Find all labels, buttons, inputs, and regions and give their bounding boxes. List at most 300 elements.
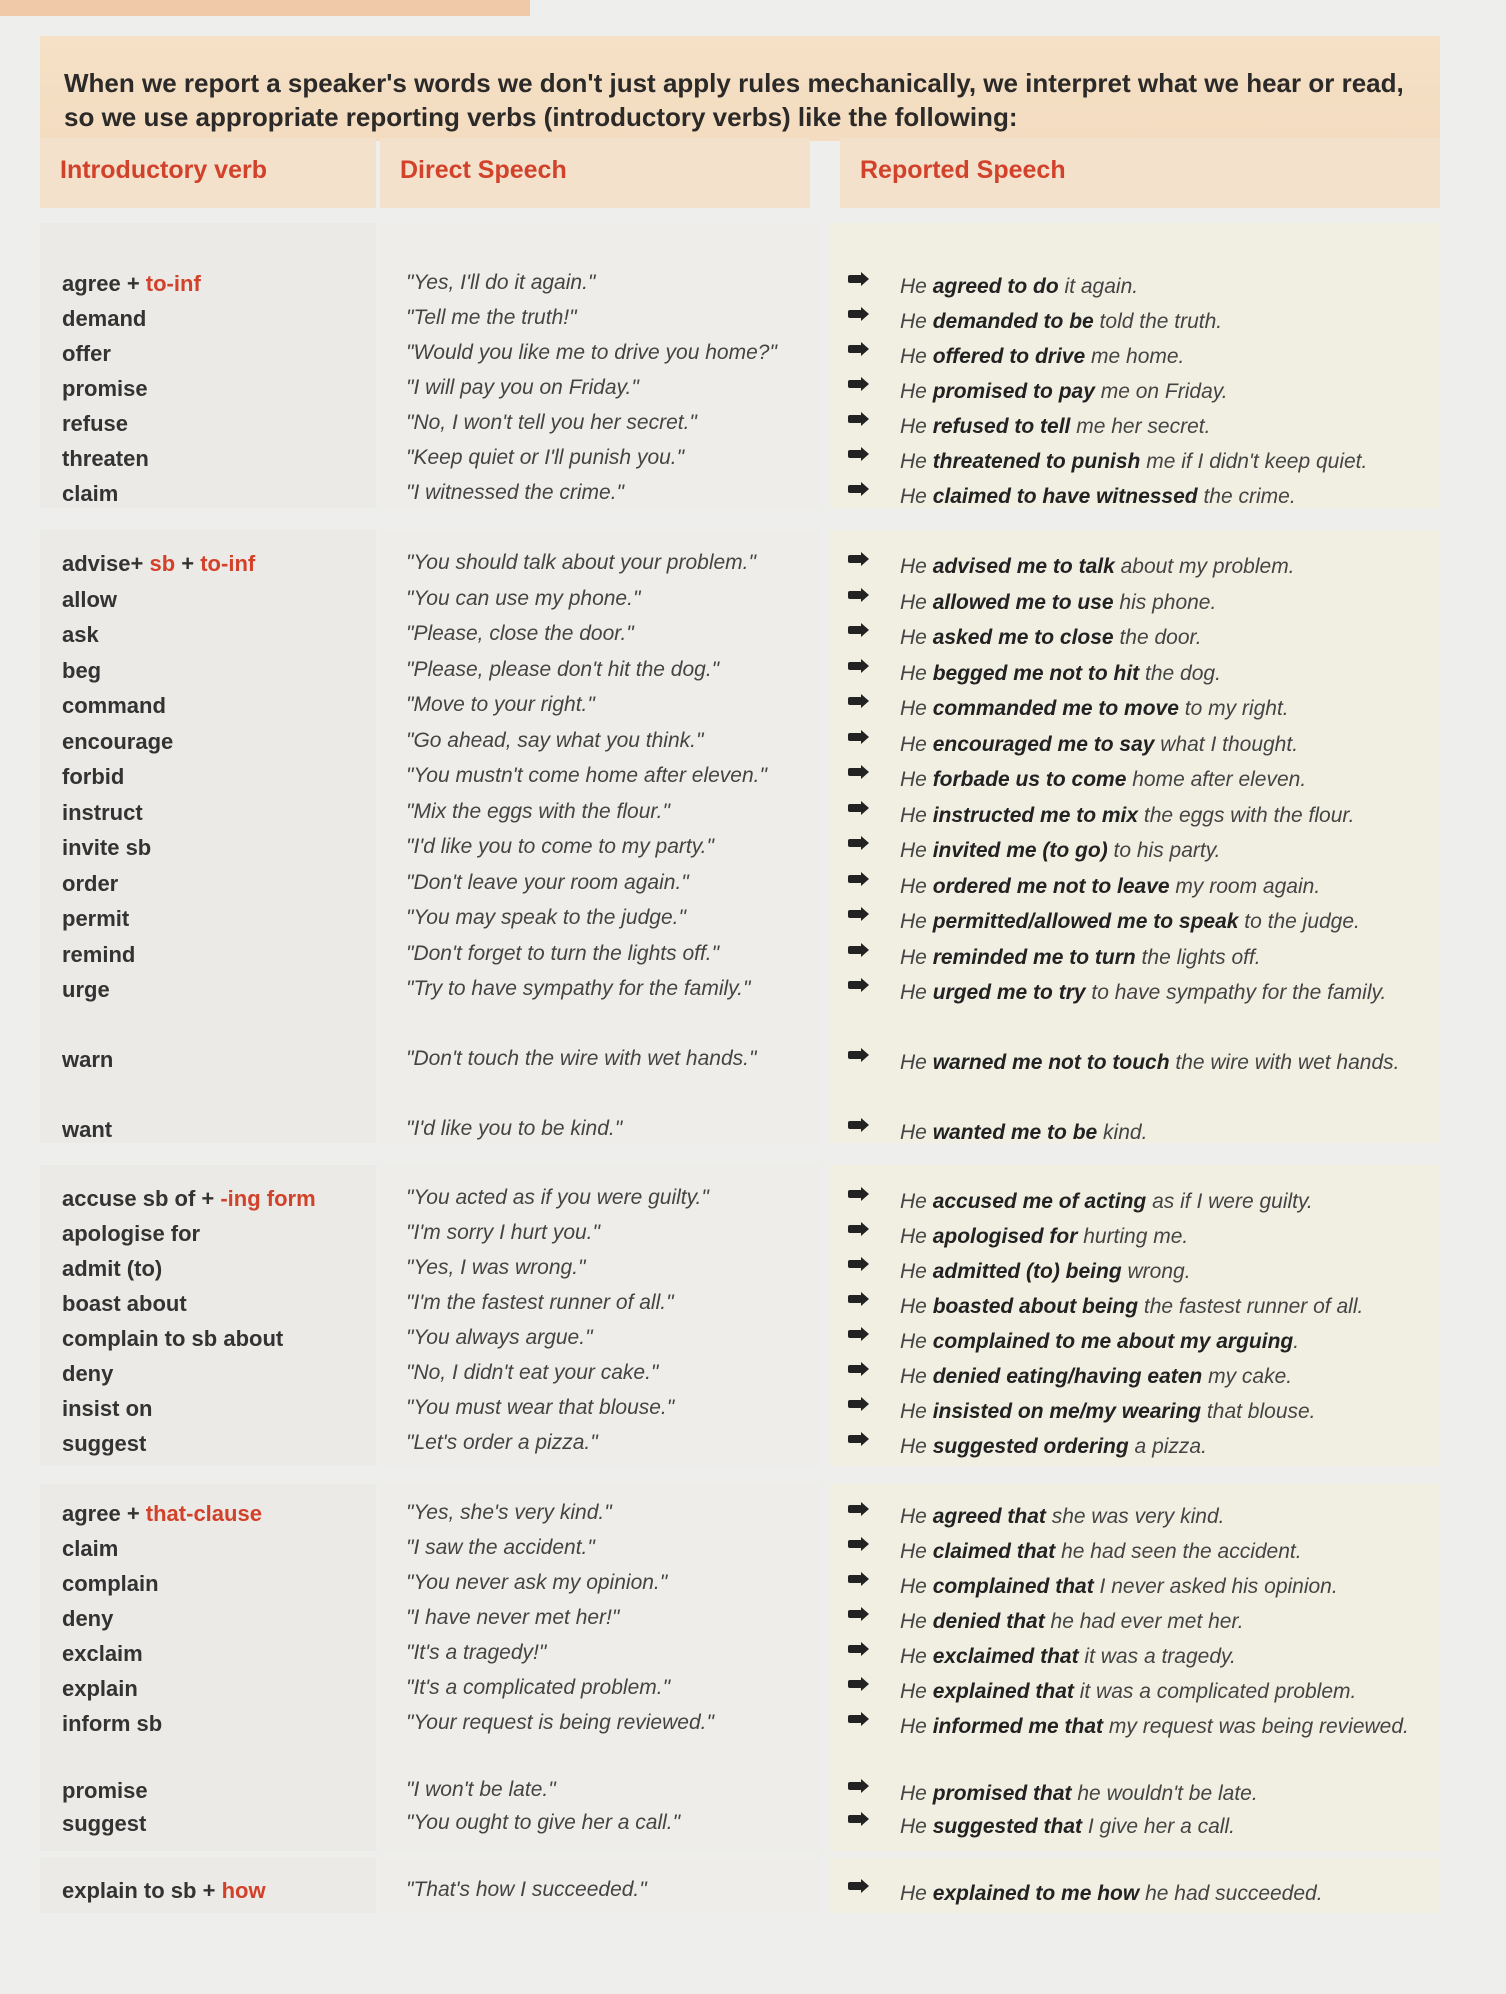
arrow-right-icon <box>848 1121 862 1129</box>
direct-speech: "Tell me the truth!" <box>406 306 577 329</box>
verb-text: order <box>62 871 119 896</box>
table-row <box>40 587 1440 623</box>
direct-speech: "You mustn't come home after eleven." <box>406 764 767 787</box>
reported-text: hurting me. <box>1077 1225 1189 1248</box>
reported-speech <box>900 1571 1490 1603</box>
reported-speech <box>900 1326 1490 1358</box>
grammar-page <box>40 18 1440 1968</box>
direct-speech: "You always argue." <box>406 1326 593 1349</box>
reported-speech <box>900 1878 1490 1910</box>
reported-text: He <box>900 1680 933 1703</box>
verb-text: remind <box>62 942 136 967</box>
introductory-verb <box>62 1221 200 1247</box>
arrow-right-icon <box>848 768 862 776</box>
table-row <box>40 1117 1440 1153</box>
direct-speech: "Please, please don't hit the dog." <box>406 658 720 681</box>
verb-text: agree <box>62 1501 121 1526</box>
table-row <box>40 871 1440 907</box>
reporting-phrase: warned me not to touch <box>932 1051 1170 1074</box>
reported-text: He <box>900 275 933 298</box>
direct-speech: "No, I won't tell you her secret." <box>406 411 697 434</box>
arrow-right-icon <box>848 981 862 989</box>
reported-text: He <box>900 485 933 508</box>
table-row <box>40 481 1440 517</box>
reported-speech <box>900 764 1490 796</box>
table-row <box>40 1326 1440 1362</box>
direct-speech: "Please, close the door." <box>406 622 634 645</box>
reported-text: He <box>900 1715 933 1738</box>
direct-speech: "I'd like you to come to my party." <box>406 835 714 858</box>
reported-text: He <box>900 768 933 791</box>
reported-text: He <box>900 1260 933 1283</box>
table-row <box>40 376 1440 412</box>
introductory-verb <box>62 977 110 1003</box>
reported-text: it was a complicated problem. <box>1073 1680 1357 1703</box>
introductory-verb <box>62 1326 283 1352</box>
table-row <box>40 1641 1440 1677</box>
reported-text: told the truth. <box>1093 310 1223 333</box>
introductory-verb <box>62 1641 143 1667</box>
reported-speech <box>900 1778 1490 1810</box>
reported-text: home after eleven. <box>1126 768 1307 791</box>
introductory-verb: accuse sb of + -ing form <box>62 1186 316 1211</box>
introductory-verb <box>62 1431 146 1457</box>
direct-speech: "You never ask my opinion." <box>406 1571 668 1594</box>
reported-text: to my right. <box>1178 697 1289 720</box>
verb-pattern: sb <box>149 551 176 576</box>
reported-text: to have sympathy for the family. <box>1085 981 1387 1004</box>
direct-speech: "Go ahead, say what you think." <box>406 729 704 752</box>
introductory-verb <box>62 587 117 613</box>
reported-text: He <box>900 910 933 933</box>
verb-text: promise <box>62 1778 148 1803</box>
reporting-phrase: agreed that <box>932 1505 1046 1528</box>
table-row <box>40 1811 1440 1847</box>
reported-text: He <box>900 981 933 1004</box>
reporting-phrase: denied eating/having eaten <box>932 1365 1203 1388</box>
verb-text: explain <box>62 1676 138 1701</box>
reported-text: He <box>900 1645 933 1668</box>
header-verb-label: Introductory verb <box>60 156 267 184</box>
verb-text: explain to sb <box>62 1878 197 1903</box>
introductory-verb: explain to sb + how <box>62 1878 266 1903</box>
direct-speech: "I won't be late." <box>406 1778 556 1801</box>
reported-text: He <box>900 345 933 368</box>
reported-speech <box>900 1431 1490 1463</box>
table-row <box>40 658 1440 694</box>
verb-text: promise <box>62 376 148 401</box>
table-row <box>40 1778 1440 1814</box>
introductory-verb <box>62 622 99 648</box>
reported-speech <box>900 729 1490 761</box>
reported-speech <box>900 341 1490 373</box>
reporting-phrase: allowed me to use <box>932 591 1114 614</box>
table-row <box>40 1186 1440 1222</box>
reported-text: me home. <box>1085 345 1185 368</box>
introductory-verb <box>62 942 135 968</box>
arrow-right-icon <box>848 1330 862 1338</box>
reported-text: He <box>900 310 933 333</box>
reported-text: he had seen the accident. <box>1055 1540 1302 1563</box>
reported-speech <box>900 587 1490 619</box>
reporting-phrase: explained to me how <box>932 1882 1140 1905</box>
introductory-verb <box>62 729 173 755</box>
verb-text: suggest <box>62 1431 147 1456</box>
arrow-right-icon <box>848 1400 862 1408</box>
reported-text: He <box>900 875 933 898</box>
reported-text: He <box>900 1540 933 1563</box>
reported-speech <box>900 977 1490 1009</box>
table-row <box>40 1606 1440 1642</box>
reporting-phrase: begged me not to hit <box>932 662 1140 685</box>
reporting-phrase: wanted me to be <box>932 1121 1098 1144</box>
verb-text: encourage <box>62 729 174 754</box>
reported-text: the door. <box>1113 626 1202 649</box>
direct-speech: "No, I didn't eat your cake." <box>406 1361 659 1384</box>
reporting-phrase: urged me to try <box>932 981 1086 1004</box>
reported-text: He <box>900 1225 933 1248</box>
direct-speech: "I saw the accident." <box>406 1536 595 1559</box>
table-row <box>40 1878 1440 1914</box>
reported-text: He <box>900 1190 933 1213</box>
introductory-verb: advise+ sb + to-inf <box>62 551 256 576</box>
reported-text: He <box>900 555 933 578</box>
header-direct-speech <box>380 138 810 208</box>
introductory-verb <box>62 1571 159 1597</box>
reported-speech <box>900 271 1490 303</box>
introductory-verb <box>62 658 101 684</box>
reported-text: the wire with wet hands. <box>1169 1051 1400 1074</box>
arrow-right-icon <box>848 804 862 812</box>
arrow-right-icon <box>848 875 862 883</box>
arrow-right-icon <box>848 1715 862 1723</box>
verb-text: claim <box>62 481 119 506</box>
introductory-verb <box>62 1711 162 1737</box>
direct-speech: "I will pay you on Friday." <box>406 376 639 399</box>
reported-text: my request was being reviewed. <box>1103 1715 1409 1738</box>
reporting-phrase: encouraged me to say <box>932 733 1155 756</box>
direct-speech: "Move to your right." <box>406 693 595 716</box>
table-row <box>40 906 1440 942</box>
reported-text: the lights off. <box>1135 946 1261 969</box>
reported-text: wrong. <box>1121 1260 1191 1283</box>
reported-speech <box>900 800 1490 832</box>
header-direct-label: Direct Speech <box>400 156 567 184</box>
reported-speech <box>900 871 1490 903</box>
reporting-phrase: apologised for <box>932 1225 1078 1248</box>
reported-text: He <box>900 1782 933 1805</box>
table-row <box>40 622 1440 658</box>
reporting-phrase: agreed to do <box>932 275 1059 298</box>
verb-text: demand <box>62 306 147 331</box>
direct-speech: "I'm sorry I hurt you." <box>406 1221 600 1244</box>
arrow-right-icon <box>848 1505 862 1513</box>
reported-text: he had succeeded. <box>1139 1882 1323 1905</box>
introductory-verb <box>62 1291 187 1317</box>
reporting-phrase: asked me to close <box>932 626 1114 649</box>
reported-text: He <box>900 1505 933 1528</box>
verb-text: threaten <box>62 446 149 471</box>
reported-text: me if I didn't keep quiet. <box>1140 450 1368 473</box>
reporting-phrase: boasted about being <box>932 1295 1139 1318</box>
reported-text: He <box>900 662 933 685</box>
table-row <box>40 1501 1440 1537</box>
reported-speech <box>900 1676 1490 1708</box>
arrow-right-icon <box>848 485 862 493</box>
reporting-phrase: suggested ordering <box>932 1435 1129 1458</box>
reporting-phrase: instructed me to mix <box>932 804 1139 827</box>
reported-text: me her secret. <box>1070 415 1211 438</box>
verb-text: want <box>62 1117 113 1142</box>
introductory-verb <box>62 1256 162 1282</box>
reported-speech <box>900 1811 1490 1843</box>
verb-text: suggest <box>62 1811 147 1836</box>
arrow-right-icon <box>848 1365 862 1373</box>
verb-text: complain to sb about <box>62 1326 284 1351</box>
reporting-phrase: complained that <box>932 1575 1094 1598</box>
reported-speech <box>900 1641 1490 1673</box>
verb-pattern: -ing form <box>220 1186 316 1211</box>
reported-text: He <box>900 1121 933 1144</box>
arrow-right-icon <box>848 910 862 918</box>
arrow-right-icon <box>848 1190 862 1198</box>
reported-speech <box>900 906 1490 938</box>
reported-text: He <box>900 1051 933 1074</box>
table-row <box>40 1361 1440 1397</box>
arrow-right-icon <box>848 1680 862 1688</box>
reported-text: He <box>900 1882 933 1905</box>
reported-speech <box>900 1501 1490 1533</box>
direct-speech: "I'd like you to be kind." <box>406 1117 623 1140</box>
table-row <box>40 1047 1440 1083</box>
direct-speech: "Don't touch the wire with wet hands." <box>406 1047 757 1070</box>
reported-speech <box>900 1606 1490 1638</box>
reported-speech <box>900 1396 1490 1428</box>
reported-text: the dog. <box>1139 662 1221 685</box>
reporting-phrase: promised that <box>932 1782 1072 1805</box>
reported-speech <box>900 693 1490 725</box>
intro-text: When we report a speaker's words we don't just apply rules mechanically, we interpret what we hear or read, so we use appropriate reporting verbs (introductory verbs) like the following: <box>64 68 1404 132</box>
direct-speech: "You must wear that blouse." <box>406 1396 675 1419</box>
intro-box <box>40 36 1440 141</box>
verb-text: invite sb <box>62 835 152 860</box>
reporting-phrase: threatened to punish <box>932 450 1141 473</box>
reported-text: my room again. <box>1169 875 1321 898</box>
reported-text: He <box>900 380 933 403</box>
table-row <box>40 1431 1440 1467</box>
table-row <box>40 1536 1440 1572</box>
reported-speech <box>900 835 1490 867</box>
direct-speech: "Don't forget to turn the lights off." <box>406 942 720 965</box>
verb-text: offer <box>62 341 111 366</box>
arrow-right-icon <box>848 555 862 563</box>
reported-text: He <box>900 1575 933 1598</box>
reported-text: to the judge. <box>1238 910 1360 933</box>
reported-text: the eggs with the flour. <box>1138 804 1355 827</box>
introductory-verb <box>62 1361 113 1387</box>
arrow-right-icon <box>848 1882 862 1890</box>
reported-speech <box>900 942 1490 974</box>
verb-text: beg <box>62 658 102 683</box>
direct-speech: "I'm the fastest runner of all." <box>406 1291 674 1314</box>
verb-text: refuse <box>62 411 129 436</box>
table-row <box>40 693 1440 729</box>
reported-speech <box>900 1117 1490 1149</box>
arrow-right-icon <box>848 1435 862 1443</box>
reported-text: that blouse. <box>1201 1400 1316 1423</box>
table-row <box>40 551 1440 587</box>
reported-speech <box>900 376 1490 408</box>
reported-speech <box>900 1186 1490 1218</box>
verb-text: boast about <box>62 1291 187 1316</box>
introductory-verb <box>62 481 118 507</box>
direct-speech: "Yes, I'll do it again." <box>406 271 596 294</box>
arrow-right-icon <box>848 310 862 318</box>
reported-text: what I thought. <box>1154 733 1299 756</box>
arrow-right-icon <box>848 1610 862 1618</box>
arrow-right-icon <box>848 839 862 847</box>
introductory-verb <box>62 1396 152 1422</box>
reported-text: it was a tragedy. <box>1078 1645 1236 1668</box>
verb-text: accuse sb of <box>62 1186 196 1211</box>
direct-speech: "Let's order a pizza." <box>406 1431 598 1454</box>
reporting-phrase: promised to pay <box>932 380 1095 403</box>
direct-speech: "Your request is being reviewed." <box>406 1711 714 1734</box>
introductory-verb <box>62 306 146 332</box>
direct-speech: "I witnessed the crime." <box>406 481 624 504</box>
introductory-verb <box>62 1676 138 1702</box>
arrow-right-icon <box>848 1540 862 1548</box>
table-row <box>40 1711 1440 1747</box>
verb-text: permit <box>62 906 130 931</box>
reporting-phrase: claimed to have witnessed <box>932 485 1198 508</box>
table-row <box>40 1571 1440 1607</box>
reported-text: she was very kind. <box>1045 1505 1225 1528</box>
verb-text: complain <box>62 1571 159 1596</box>
verb-text: advise <box>62 551 131 576</box>
arrow-right-icon <box>848 1295 862 1303</box>
reported-text: to his party. <box>1107 839 1221 862</box>
reporting-phrase: invited me (to go) <box>932 839 1108 862</box>
reporting-phrase: complained to me about my arguing <box>932 1330 1294 1353</box>
reporting-phrase: permitted/allowed me to speak <box>932 910 1239 933</box>
reported-text: He <box>900 415 933 438</box>
direct-speech: "You acted as if you were guilty." <box>406 1186 709 1209</box>
introductory-verb <box>62 1606 113 1632</box>
reported-text: my cake. <box>1202 1365 1293 1388</box>
introductory-verb <box>62 411 128 437</box>
arrow-right-icon <box>848 626 862 634</box>
reported-text: as if I were guilty. <box>1146 1190 1313 1213</box>
direct-speech: "Keep quiet or I'll punish you." <box>406 446 685 469</box>
reporting-phrase: suggested that <box>932 1815 1083 1838</box>
arrow-right-icon <box>848 1051 862 1059</box>
reported-text: he had ever met her. <box>1044 1610 1244 1633</box>
introductory-verb <box>62 1811 146 1837</box>
table-row <box>40 729 1440 765</box>
arrow-right-icon <box>848 1260 862 1268</box>
direct-speech: "Would you like me to drive you home?" <box>406 341 777 364</box>
reporting-phrase: denied that <box>932 1610 1045 1633</box>
introductory-verb <box>62 1047 113 1073</box>
introductory-verb: agree + to-inf <box>62 271 201 296</box>
introductory-verb <box>62 906 129 932</box>
introductory-verb <box>62 1778 148 1804</box>
reported-text: He <box>900 733 933 756</box>
table-row <box>40 271 1440 307</box>
arrow-right-icon <box>848 697 862 705</box>
introductory-verb <box>62 446 149 472</box>
arrow-right-icon <box>848 1815 862 1823</box>
verb-pattern: to-inf <box>145 271 201 296</box>
table-row <box>40 942 1440 978</box>
reporting-phrase: informed me that <box>932 1715 1104 1738</box>
verb-text: exclaim <box>62 1641 143 1666</box>
reported-text: He <box>900 804 933 827</box>
verb-text: apologise for <box>62 1221 201 1246</box>
arrow-right-icon <box>848 1645 862 1653</box>
table-row <box>40 1676 1440 1712</box>
reported-text: He <box>900 839 933 862</box>
reported-speech <box>900 481 1490 513</box>
reporting-phrase: offered to drive <box>932 345 1086 368</box>
direct-speech: "You should talk about your problem." <box>406 551 756 574</box>
verb-text: inform sb <box>62 1711 163 1736</box>
arrow-right-icon <box>848 946 862 954</box>
reported-speech <box>900 1291 1490 1323</box>
reported-text: the fastest runner of all. <box>1138 1295 1364 1318</box>
reported-speech <box>900 1361 1490 1393</box>
arrow-right-icon <box>848 275 862 283</box>
verb-text: allow <box>62 587 118 612</box>
verb-pattern: that-clause <box>145 1501 262 1526</box>
header-reported-label: Reported Speech <box>860 156 1066 184</box>
arrow-right-icon <box>848 1782 862 1790</box>
arrow-right-icon <box>848 1575 862 1583</box>
reported-text: He <box>900 1435 933 1458</box>
verb-text: urge <box>62 977 110 1002</box>
reported-speech <box>900 1256 1490 1288</box>
table-row <box>40 835 1440 871</box>
arrow-right-icon <box>848 1225 862 1233</box>
reported-text: he wouldn't be late. <box>1071 1782 1258 1805</box>
table-row <box>40 977 1440 1013</box>
verb-text: agree <box>62 271 121 296</box>
reporting-phrase: reminded me to turn <box>932 946 1136 969</box>
arrow-right-icon <box>848 450 862 458</box>
introductory-verb <box>62 1536 118 1562</box>
direct-speech: "Mix the eggs with the flour." <box>406 800 670 823</box>
header-reported-speech <box>840 138 1440 208</box>
verb-text: forbid <box>62 764 125 789</box>
reported-text: kind. <box>1097 1121 1148 1144</box>
verb-text: instruct <box>62 800 143 825</box>
reported-text: He <box>900 946 933 969</box>
table-row <box>40 341 1440 377</box>
reported-text: about my problem. <box>1114 555 1295 578</box>
direct-speech: "You ought to give her a call." <box>406 1811 681 1834</box>
direct-speech: "That's how I succeeded." <box>406 1878 647 1901</box>
verb-pattern: how <box>221 1878 266 1903</box>
reported-speech <box>900 306 1490 338</box>
reported-text: He <box>900 1295 933 1318</box>
reported-speech <box>900 1047 1490 1079</box>
reported-text: I give her a call. <box>1082 1815 1235 1838</box>
reported-text: He <box>900 697 933 720</box>
introductory-verb <box>62 1117 112 1143</box>
arrow-right-icon <box>848 380 862 388</box>
table-row <box>40 1256 1440 1292</box>
